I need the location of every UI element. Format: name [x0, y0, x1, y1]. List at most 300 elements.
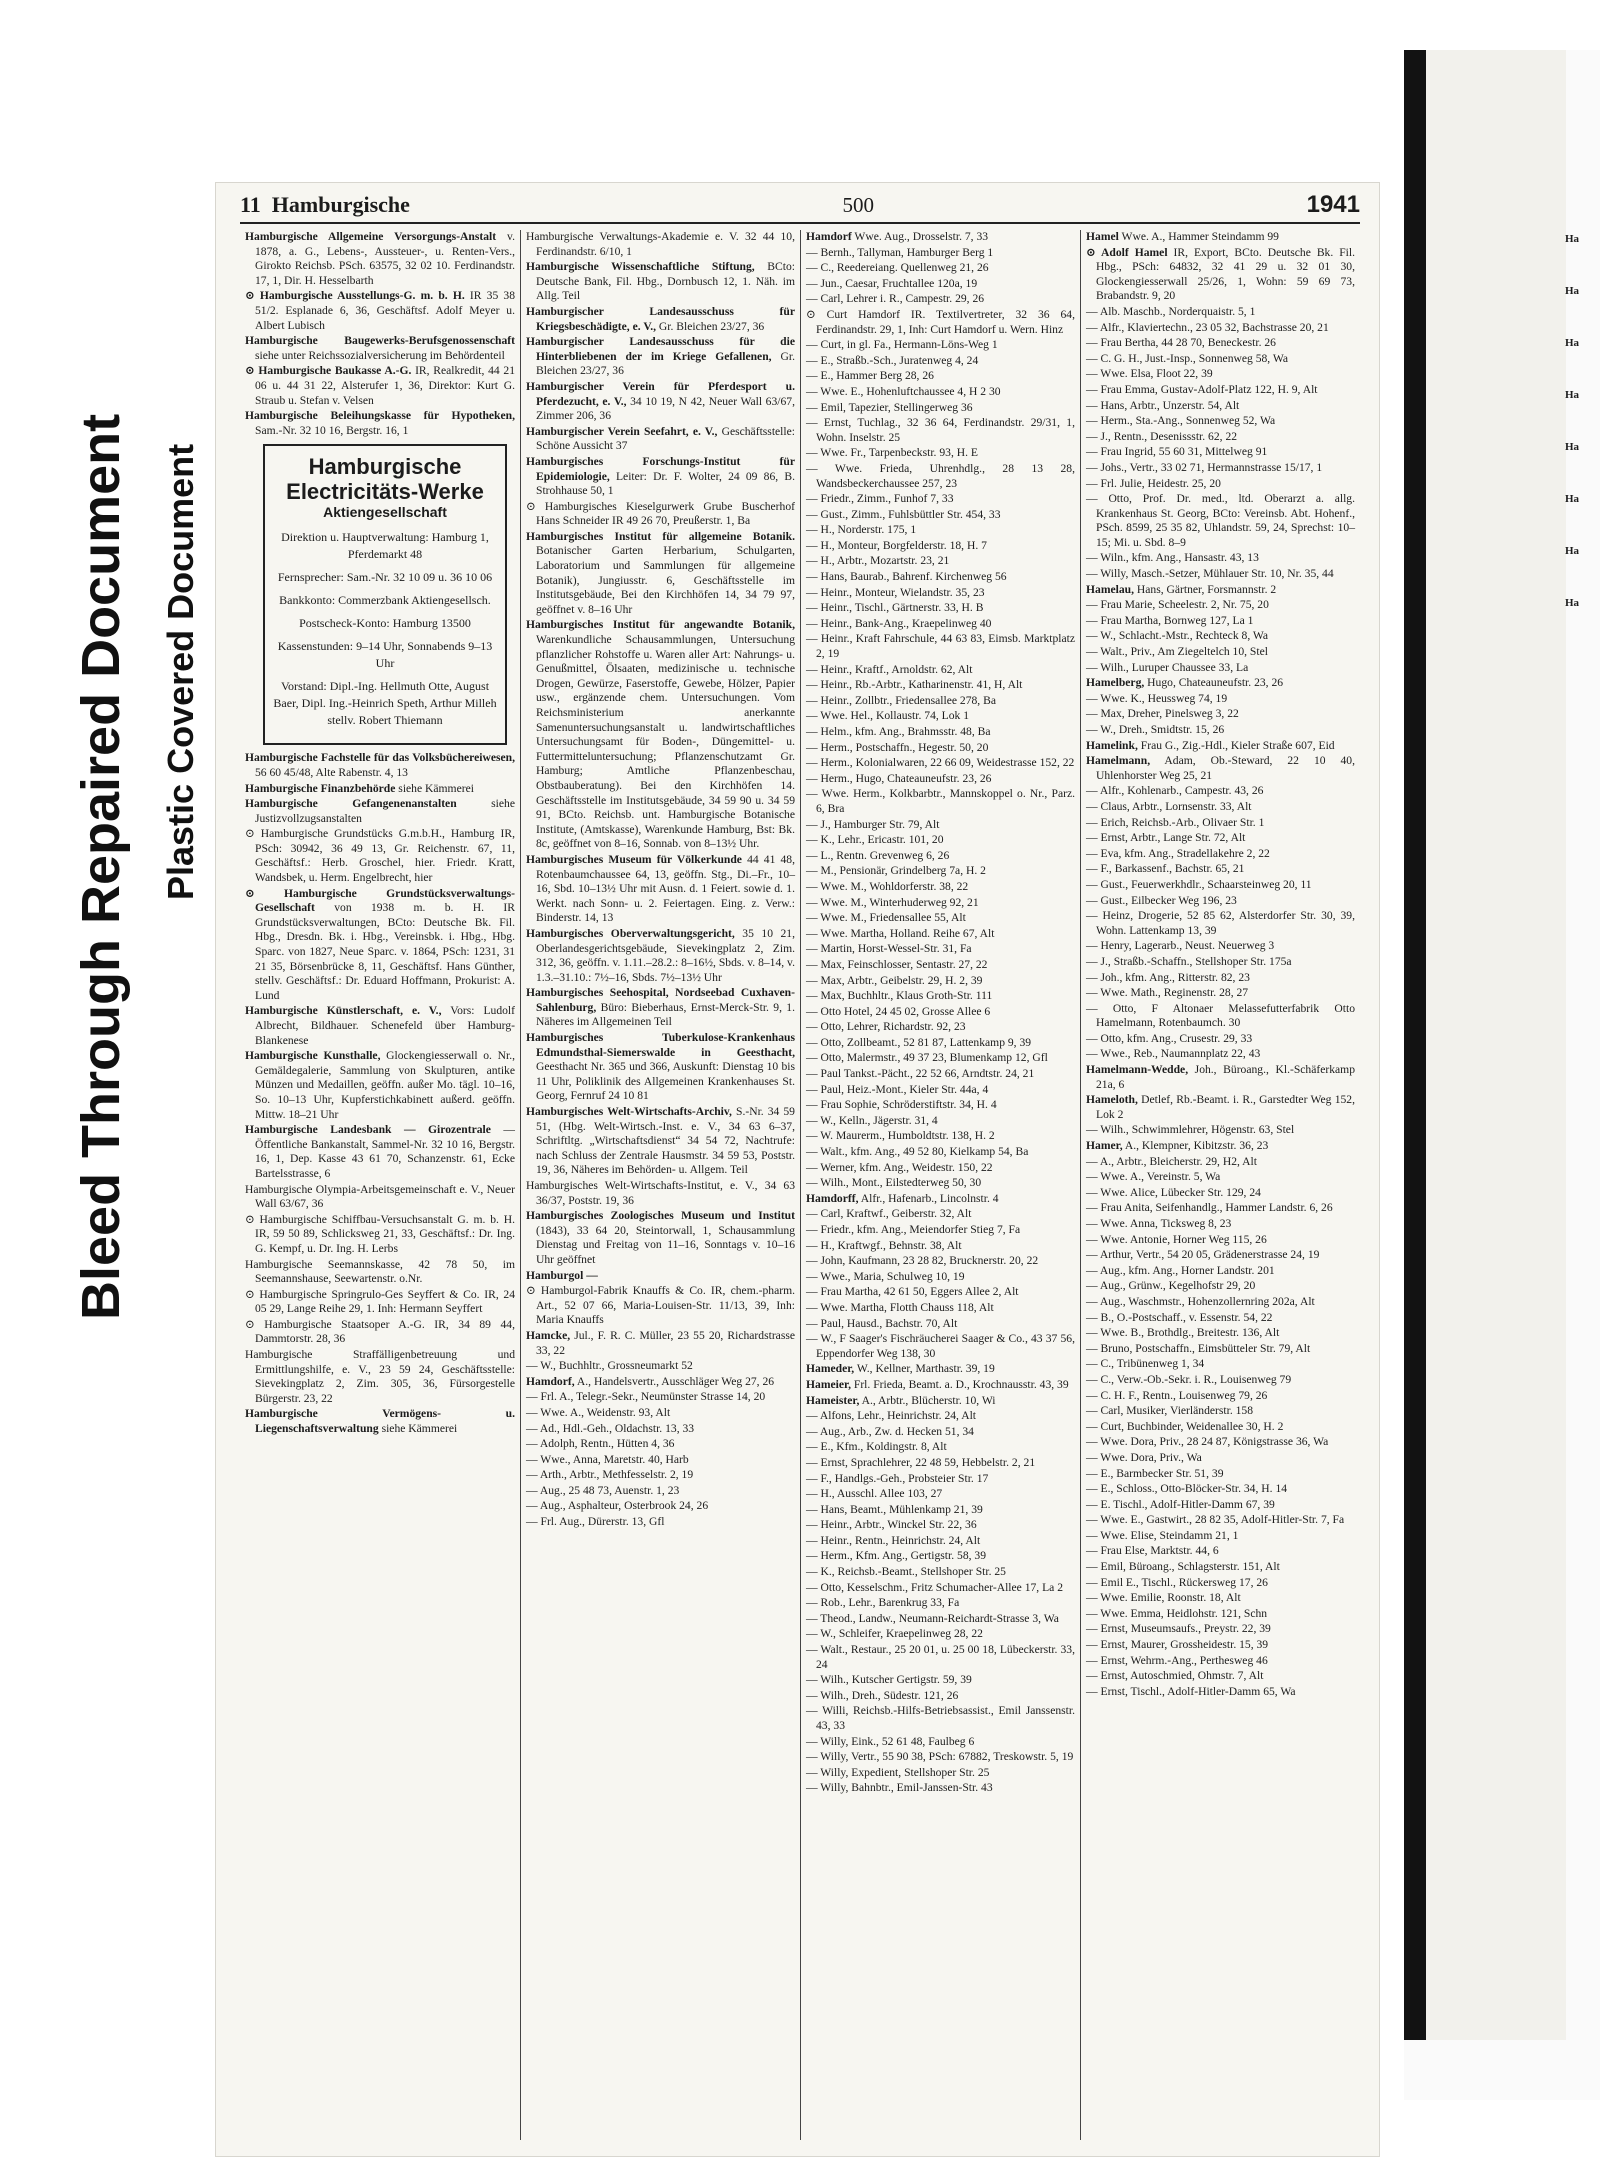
directory-entry: [806, 1301, 1075, 1316]
scanned-page: [215, 182, 1380, 2157]
entry-text: — Gust., Eilbecker Weg 196, 23: [1086, 893, 1237, 907]
directory-entry: [526, 1209, 795, 1267]
directory-entry: [1086, 739, 1355, 754]
directory-entry: [806, 741, 1075, 756]
directory-entry: [1086, 1404, 1355, 1419]
directory-entry: [806, 1735, 1075, 1750]
entry-text: — Walt., kfm. Ang., 49 52 80, Kielkamp 54, Ba: [806, 1145, 1029, 1159]
directory-entry: [806, 849, 1075, 864]
directory-entry: [1086, 1170, 1355, 1185]
entry-text: — Carl, Musiker, Vierländerstr. 158: [1086, 1404, 1254, 1418]
entry-text: — Willy, Eink., 52 61 48, Faulbeg 6: [806, 1734, 975, 1748]
directory-entry: [806, 1781, 1075, 1796]
entry-text: (1843), 33 64 20, Steintorwall, 1, Schausammlung Dienstag und Freitag von 11–16, Sonntags v. 10–16 Uhr geöffnet: [536, 1223, 795, 1266]
page-number: 500: [842, 192, 875, 217]
binding-shadow: [1404, 50, 1426, 2040]
entry-text: Wwe. A., Hammer Steindamm 99: [1118, 230, 1279, 243]
directory-entry: [1086, 414, 1355, 429]
entry-text: A., Handelsvertr., Ausschläger Weg 27, 26: [574, 1374, 775, 1388]
entry-text: — Bernh., Tallyman, Hamburger Berg 1: [806, 245, 994, 259]
entry-text: — Paul Tankst.-Pächt., 22 52 66, Arndtstr. 24, 21: [806, 1067, 1035, 1081]
directory-entry: [1086, 1451, 1355, 1466]
entry-text: — Werner, kfm. Ang., Weidestr. 150, 22: [806, 1160, 993, 1174]
directory-entry: [1086, 986, 1355, 1001]
entry-text: — W. Maurerm., Humboldtstr. 138, H. 2: [806, 1129, 995, 1143]
entry-text: — Wwe. M., Winterhuderweg 92, 21: [806, 895, 979, 909]
directory-entry: [806, 1239, 1075, 1254]
directory-entry: [245, 289, 515, 333]
entry-text: — H., Ausschl. Allee 103, 27: [806, 1487, 943, 1501]
directory-column-1: [240, 230, 520, 2140]
directory-entry: [526, 1422, 795, 1437]
directory-entry: [1086, 1513, 1355, 1528]
directory-entry: [806, 880, 1075, 895]
entry-text: — Wwe. Alice, Lübecker Str. 129, 24: [1086, 1185, 1261, 1199]
entry-text: — Max, Buchhltr., Klaus Groth-Str. 111: [806, 989, 993, 1003]
entry-text: — Max, Dreher, Pinelsweg 3, 22: [1086, 707, 1239, 721]
page-header: [240, 188, 1360, 224]
entry-text: v. 1878, a. G., Lebens-, Aussteuer-, u. Renten-Vers., Girokto Reichsb. PSch. 63575, 32 02 10. Ferdinandstr. 17, 1, Dir. H. Hesselbarth: [255, 230, 515, 287]
directory-entry: [245, 364, 515, 408]
entry-text: — Aug., Asphalteur, Osterbrook 24, 26: [526, 1499, 709, 1513]
entry-text: — Wwe. A., Weidenstr. 93, Alt: [526, 1405, 671, 1419]
entry-text: — F., Barkassenf., Bachstr. 65, 21: [1086, 862, 1245, 876]
directory-entry: [806, 1114, 1075, 1129]
directory-entry: [806, 1005, 1075, 1020]
entry-text: — Curt, in gl. Fa., Hermann-Löns-Weg 1: [806, 338, 998, 352]
entry-text: — Frau Bertha, 44 28 70, Beneckestr. 26: [1086, 336, 1276, 350]
directory-entry: [245, 887, 515, 1004]
entry-text: — Herm., Hugo, Chateauneufstr. 23, 26: [806, 771, 992, 785]
entry-text: — Henry, Lagerarb., Neust. Neuerweg 3: [1086, 939, 1275, 953]
entry-text: — Hans, Beamt., Mühlenkamp 21, 39: [806, 1502, 983, 1516]
entry-text: — W., Schleifer, Kraepelinweg 28, 22: [806, 1627, 983, 1641]
entry-text: — Ernst, Tuchlag., 32 36 64, Ferdinandstr. 29/31, 1, Wohn. Inselstr. 25: [806, 416, 1075, 444]
advert-title: Hamburgische Electricitäts-Werke: [286, 454, 484, 505]
entry-name: Hamdorff,: [806, 1191, 859, 1205]
entry-text: — Claus, Arbtr., Lornsenstr. 33, Alt: [1086, 799, 1252, 813]
directory-entry: [806, 277, 1075, 292]
directory-entry: [1086, 1123, 1355, 1138]
entry-text: — Arthur, Vertr., 54 20 05, Grädenerstrasse 24, 19: [1086, 1248, 1320, 1262]
entry-text: — Gust., Zimm., Fuhlsbüttler Str. 454, 33: [806, 507, 1001, 521]
entry-text: — Wwe. A., Vereinstr. 5, Wa: [1086, 1170, 1221, 1184]
entry-text: — E., Straßb.-Sch., Juratenweg 4, 24: [806, 353, 979, 367]
entry-text: — F., Handlgs.-Geh., Probsteier Str. 17: [806, 1471, 989, 1485]
directory-entry: [1086, 1607, 1355, 1622]
directory-entry: [806, 292, 1075, 307]
entry-name: Hamdorf: [806, 230, 852, 243]
advert-line: Vorstand: Dipl.-Ing. Hellmuth Otte, August Baer, Dipl. Ing.-Heinrich Speth, Arthur Milleh stellv. Robert Thiemann: [273, 679, 497, 728]
directory-entry: [806, 617, 1075, 632]
entry-text: — C., Tribünenweg 1, 34: [1086, 1357, 1205, 1371]
directory-entry: [1086, 445, 1355, 460]
entry-text: IR 35 38 51/2. Esplanade 6, 36, Geschäftsf. Adolf Meyer u. Albert Lubisch: [255, 289, 515, 332]
directory-entry: [806, 1487, 1075, 1502]
entry-text: — Ernst, Tischl., Adolf-Hitler-Damm 65, Wa: [1086, 1684, 1296, 1698]
directory-entry: [245, 1258, 515, 1287]
directory-entry: [806, 1673, 1075, 1688]
entry-text: Vors: Ludolf Albrecht, Bildhauer. Schenefeld über Hamburg-Blankenese: [255, 1004, 516, 1047]
directory-entry: [1086, 909, 1355, 938]
directory-entry: [1086, 1654, 1355, 1669]
entry-name: Hamburgisches Welt-Wirtschafts-Archiv,: [526, 1105, 732, 1119]
directory-entry: [1086, 583, 1355, 598]
directory-entry: [1086, 367, 1355, 382]
entry-text: — E., Hammer Berg 28, 26: [806, 369, 934, 383]
entry-text: — Wwe., Anna, Maretstr. 40, Harb: [526, 1452, 689, 1466]
entry-text: Hamburgische Verwaltungs-Akademie e. V. 32 44 10, Ferdinandstr. 6/10, 1: [526, 230, 795, 258]
entry-text: — C. G. H., Just.-Insp., Sonnenweg 58, Wa: [1086, 351, 1289, 365]
directory-entry: [806, 1285, 1075, 1300]
entry-text: — Ernst, Arbtr., Lange Str. 72, Alt: [1086, 831, 1246, 845]
edge-label: Ha: [1565, 597, 1580, 609]
entry-text: — Heinr., Bank-Ang., Kraepelinweg 40: [806, 616, 992, 630]
directory-entry: [1086, 1032, 1355, 1047]
directory-entry: [1086, 707, 1355, 722]
directory-entry: [1086, 1685, 1355, 1700]
directory-entry: [1086, 1248, 1355, 1263]
directory-entry: [806, 1207, 1075, 1222]
entry-text: — W., Kelln., Jägerstr. 31, 4: [806, 1113, 938, 1127]
directory-entry: [1086, 1201, 1355, 1216]
directory-entry: [806, 446, 1075, 461]
entry-text: — Frl. Julie, Heidestr. 25, 20: [1086, 476, 1221, 490]
advert-line: Bankkonto: Commerzbank Aktiengesellsch.: [279, 593, 491, 608]
directory-entry: [1086, 1311, 1355, 1326]
entry-name: Hameister,: [806, 1393, 860, 1407]
directory-entry: [806, 787, 1075, 816]
entry-text: — Wwe. Elise, Steindamm 21, 1: [1086, 1528, 1239, 1542]
directory-entry: [1086, 1373, 1355, 1388]
entry-text: — Ernst, Wehrm.-Ang., Perthesweg 46: [1086, 1653, 1268, 1667]
directory-entry: [245, 1348, 515, 1406]
directory-entry: [806, 864, 1075, 879]
directory-entry: [526, 1269, 795, 1284]
directory-entry: [806, 369, 1075, 384]
directory-entry: [806, 1549, 1075, 1564]
entry-text: A., Klempner, Kibitzstr. 36, 23: [1122, 1139, 1269, 1153]
entry-text: — Friedr., Zimm., Funhof 7, 33: [806, 492, 954, 506]
entry-text: — Frau Martha, 42 61 50, Eggers Allee 2, Alt: [806, 1285, 1019, 1299]
entry-text: — Wwe. Herm., Kolkbarbtr., Mannskoppel o. Nr., Parz. 6, Bra: [806, 787, 1075, 815]
entry-text: — Frau Marie, Scheelestr. 2, Nr. 75, 20: [1086, 598, 1269, 612]
entry-text: — Heinr., Kraft Fahrschule, 44 63 83, Eimsb. Marktplatz 2, 19: [806, 632, 1075, 661]
directory-entry: [1086, 1295, 1355, 1310]
entry-text: — Rob., Lehr., Barenkrug 33, Fa: [806, 1596, 960, 1610]
directory-entry: [526, 260, 795, 304]
entry-name: Hamburgische Baugewerks-Berufsgenossenschaft: [245, 334, 515, 348]
directory-entry: [1086, 352, 1355, 367]
entry-name: Hamburgisches Zoologisches Museum und Institut: [526, 1209, 795, 1223]
directory-entry: [1086, 1093, 1355, 1122]
directory-entry: [1086, 1264, 1355, 1279]
directory-entry: [526, 1105, 795, 1178]
entry-text: Büro: Bieberhaus, Ernst-Merck-Str. 9, 1. Näheres im Allgemeinen Teil: [536, 1000, 795, 1029]
directory-entry: [1086, 723, 1355, 738]
entry-text: — J., Hamburger Str. 79, Alt: [806, 817, 940, 831]
directory-entry: [806, 1643, 1075, 1672]
directory-entry: [526, 455, 795, 499]
entry-text: — Walt., Restaur., 25 20 01, u. 25 00 18, Lübeckerstr. 33, 24: [806, 1643, 1075, 1671]
directory-entry: [806, 927, 1075, 942]
directory-entry: [1086, 321, 1355, 336]
directory-entry: [1086, 692, 1355, 707]
directory-entry: [806, 338, 1075, 353]
entry-name: Hamelau,: [1086, 582, 1134, 596]
directory-entry: [806, 772, 1075, 787]
entry-name: Hamburgisches Institut für allgemeine Botanik.: [526, 529, 795, 543]
edge-label: Ha: [1565, 233, 1580, 245]
entry-text: — L., Rentn. Grevenweg 6, 26: [806, 848, 950, 862]
directory-entry: [806, 1378, 1075, 1393]
directory-entry: [806, 1176, 1075, 1191]
entry-text: — K., Reichsb.-Beamt., Stellshoper Str. 25: [806, 1565, 1006, 1579]
entry-text: — Wwe. M., Friedensallee 55, Alt: [806, 911, 966, 925]
directory-entry: [806, 725, 1075, 740]
entry-text: ⊙ Hamburgische Staatsoper A.-G. IR, 34 89 44, Dammtorstr. 28, 36: [245, 1317, 515, 1346]
entry-name: ⊙ Hamburgische Baukasse A.-G.: [245, 364, 412, 378]
entry-text: — Otto, Prof. Dr. med., ltd. Oberarzt a. allg. Krankenhaus St. Georg, BCto: Vereinsb. Abt. Hohenf., PSch. 8599, 25 35 82, Uhlandstr. 59, 24, Sprechst: 10–15; Mi. u. Sbd. 8–9: [1086, 492, 1355, 549]
advert-subtitle: Aktiengesellschaft: [323, 504, 447, 521]
directory-entry: [806, 1534, 1075, 1549]
directory-entry: [1086, 939, 1355, 954]
entry-text: Geschäftsstelle: Schöne Aussicht 37: [536, 424, 795, 453]
directory-entry: [1086, 1560, 1355, 1575]
directory-entry: [245, 1123, 515, 1181]
entry-text: ⊙ Hamburgische Grundstücks G.m.b.H., Hamburg IR, PSch: 30942, 36 49 13, Gr. Reichenstr. 67, 11, Geschäftsf.: Herb. Groschel, hier. Friedr. Kratt, Wandsbek, u. Herm. Engelbrecht, hier: [245, 827, 515, 885]
entry-text: — Heinz, Drogerie, 52 85 62, Alsterdorfer Str. 30, 39, Wohn. Lattenkamp 13, 39: [1086, 909, 1355, 937]
edge-label: Ha: [1565, 441, 1580, 453]
directory-entry: [245, 1183, 515, 1212]
directory-entry: [806, 678, 1075, 693]
entry-text: — C. H. F., Rentn., Louisenweg 79, 26: [1086, 1388, 1268, 1402]
entry-text: — Heinr., Tischl., Gärtnerstr. 33, H. B: [806, 601, 984, 615]
entry-text: — J., Rentn., Desenissstr. 62, 22: [1086, 429, 1238, 443]
directory-entry: [806, 246, 1075, 261]
directory-entry: [526, 1437, 795, 1452]
directory-entry: [806, 1503, 1075, 1518]
entry-text: Hugo, Chateauneufstr. 23, 26: [1144, 676, 1284, 690]
entry-name: Hamelink,: [1086, 738, 1138, 752]
directory-entry: [806, 385, 1075, 400]
directory-entry: [806, 1565, 1075, 1580]
directory-entry: [1086, 800, 1355, 815]
entry-text: Leiter: Dr. F. Wolter, 24 09 86, B. Strohhause 50, 1: [536, 469, 795, 498]
directory-entry: [1086, 784, 1355, 799]
directory-entry: [245, 1004, 515, 1048]
advert-line: Kassenstunden: 9–14 Uhr, Sonnabends 9–13 Uhr: [277, 639, 493, 671]
directory-entry: [806, 911, 1075, 926]
entry-name: Hamburgischer Verein Seefahrt, e. V.,: [526, 424, 718, 438]
bleed-through-label: Bleed Through Repaired Document: [71, 413, 131, 1320]
entry-name: Hamburgisches Forschungs-Institut für Epidemiologie,: [526, 454, 795, 483]
directory-entry: [806, 1098, 1075, 1113]
entry-text: — Wwe. K., Heussweg 74, 19: [1086, 691, 1228, 705]
directory-entry: [1086, 614, 1355, 629]
advert-line: Direktion u. Hauptverwaltung: Hamburg 1, Pferdemarkt 48: [281, 530, 489, 562]
entry-text: — Johs., Vertr., 33 02 71, Hermannstrasse 15/17, 1: [1086, 460, 1323, 474]
entry-text: — Emil, Büroang., Schlagsterstr. 151, Alt: [1086, 1560, 1280, 1574]
entry-text: — Otto, Lehrer, Richardstr. 92, 23: [806, 1020, 966, 1034]
entry-name: Hamburgisches Oberverwaltungsgericht,: [526, 926, 735, 940]
directory-entry: [806, 1192, 1075, 1207]
entry-text: — Heinr., Kraftf., Arnoldstr. 62, Alt: [806, 662, 973, 676]
directory-entry: [806, 462, 1075, 491]
directory-entry: [806, 1472, 1075, 1487]
entry-text: — E. Tischl., Adolf-Hitler-Damm 67, 39: [1086, 1497, 1275, 1511]
directory-entry: [526, 305, 795, 334]
advert-line: Fernsprecher: Sam.-Nr. 32 10 09 u. 36 10 06: [277, 570, 493, 585]
directory-entry: [1086, 492, 1355, 550]
entry-text: 34 10 19, N 42, Neuer Wall 63/67, Zimmer 206, 36: [536, 394, 795, 423]
edge-label: Ha: [1565, 545, 1580, 557]
directory-entry: [806, 586, 1075, 601]
entry-text: — K., Lehr., Ericastr. 101, 20: [806, 833, 944, 847]
directory-entry: [806, 554, 1075, 569]
entry-text: — Willy, Bahnbtr., Emil-Janssen-Str. 43: [806, 1781, 993, 1795]
entry-text: — Wilh., Luruper Chaussee 33, La: [1086, 660, 1249, 674]
entry-text: — Frau Sophie, Schröderstiftstr. 34, H. 4: [806, 1098, 997, 1112]
directory-entry: [806, 308, 1075, 337]
directory-entry: [526, 1468, 795, 1483]
entry-text: — Wwe. Emilie, Roonstr. 18, Alt: [1086, 1591, 1241, 1605]
entry-text: — Wwe., Maria, Schulweg 10, 19: [806, 1269, 965, 1283]
entry-name: Hamburgisches Tuberkulose-Krankenhaus Edmundsthal-Siemerswalde in Geesthacht,: [526, 1031, 795, 1059]
directory-entry: [1086, 894, 1355, 909]
directory-entry: [1086, 1002, 1355, 1031]
directory-entry: [1086, 862, 1355, 877]
entry-name: Hameloth,: [1086, 1093, 1138, 1107]
entry-text: — Frau Else, Marktstr. 44, 6: [1086, 1544, 1219, 1558]
directory-entry: [1086, 831, 1355, 846]
edge-label: Ha: [1565, 389, 1580, 401]
directory-entry: [245, 1049, 515, 1122]
entry-text: Glockengiesserwall o. Nr., Gemäldegalerie, Sammlung von Skulpturen, antike Münzen und Medaillen, geöffn. außer Mo. tägl. 10–16, So. 10–13 Uhr, Kupferstichkabinett außerd. geöffn. Mittw. 18–21 Uhr: [255, 1049, 516, 1121]
entry-text: — Alfr., Kohlenarb., Campestr. 43, 26: [1086, 784, 1264, 798]
entry-text: — Arth., Arbtr., Methfesselstr. 2, 19: [526, 1468, 694, 1482]
entry-text: — W., Schlacht.-Mstr., Rechteck 8, Wa: [1086, 629, 1269, 643]
entry-text: — Wwe. Dora, Priv., Wa: [1086, 1450, 1202, 1464]
entry-text: Geesthacht Nr. 365 und 366, Auskunft: Dienstag 10 bis 11 Uhr, Poliklinik des Allgemeinen Krankenhauses St. Georg, Fernruf 24 10 81: [536, 1060, 795, 1103]
entry-text: Botanischer Garten Herbarium, Schulgarten, Laboratorium und Sammlungen für allgemeine Botanik), Jungiusstr. 6, Geschäftsstelle im Institutsgebäude, Bei den Kirchhöfen 14, 34 79 97, geöffnet v. 8–16 Uhr: [536, 544, 795, 616]
entry-text: siehe Justizvollzugsanstalten: [255, 797, 515, 825]
entry-text: — Willy, Masch.-Setzer, Mühlauer Str. 10, Nr. 35, 44: [1086, 567, 1334, 581]
entry-text: — Wilh., Mont., Eilstedterweg 50, 30: [806, 1176, 982, 1190]
directory-entry: [806, 709, 1075, 724]
entry-text: — B., O.-Postschaff., v. Essenstr. 54, 22: [1086, 1310, 1273, 1324]
directory-entry: [806, 1766, 1075, 1781]
entry-text: — Aug., 25 48 73, Auenstr. 1, 23: [526, 1483, 680, 1497]
entry-text: — Helm., kfm. Ang., Brahmsstr. 48, Ba: [806, 725, 991, 738]
directory-entry: [806, 989, 1075, 1004]
entry-text: — Alfr., Klaviertechn., 23 05 32, Bachstrasse 20, 21: [1086, 320, 1329, 334]
directory-entry: [806, 354, 1075, 369]
directory-entry: [806, 1036, 1075, 1051]
entry-name: Hamcke,: [526, 1328, 571, 1342]
directory-entry: [1086, 1591, 1355, 1606]
directory-entry: [526, 1453, 795, 1468]
directory-entry: [806, 1627, 1075, 1642]
directory-entry: [245, 409, 515, 438]
entry-text: Hamburgische Straffälligenbetreuung und Ermittlungshilfe, e. V., 23 59 24, Geschäftsstelle: Sievekingplatz 2, Zim. 305, 36, Fürsorgestelle Bürgerstr. 23, 22: [245, 1348, 515, 1405]
directory-entry: [1086, 1233, 1355, 1248]
directory-entry: [806, 756, 1075, 771]
entry-text: — Wilh., Kutscher Gertigstr. 59, 39: [806, 1673, 972, 1687]
directory-entry: [806, 694, 1075, 709]
directory-entry: [526, 618, 795, 852]
entry-text: — Wwe. Hel., Kollaustr. 74, Lok 1: [806, 709, 970, 723]
directory-entry: [1086, 336, 1355, 351]
entry-text: 56 60 45/48, Alte Rabenstr. 4, 13: [255, 765, 408, 779]
directory-entry: [1086, 1669, 1355, 1684]
entry-text: — Ernst, Autoschmied, Ohmstr. 7, Alt: [1086, 1669, 1264, 1683]
entry-text: ⊙ Curt Hamdorf IR. Textilvertreter, 32 36 64, Ferdinandstr. 29, 1, Inh: Curt Hamdorf u. Wern. Hinz: [806, 307, 1075, 336]
entry-text: — Wwe., Reb., Naumannplatz 22, 43: [1086, 1047, 1261, 1061]
entry-text: — Heinr., Rentn., Heinrichstr. 24, Alt: [806, 1533, 981, 1547]
entry-text: siehe unter Reichssozialversicherung im Behördenteil: [255, 348, 505, 362]
entry-text: ⊙ Hamburgische Schiffbau-Versuchsanstalt G. m. b. H. IR, 59 50 89, Schlicksweg 21, 33, Geschäftsf.: Dr. Ing. G. Kempf, u. Dr. Ing. H. Lerbs: [245, 1212, 515, 1255]
directory-entry: [806, 1750, 1075, 1765]
directory-entry: [806, 1270, 1075, 1285]
entry-name: Hamburgische Landesbank — Girozentrale: [245, 1123, 491, 1137]
directory-entry: [526, 853, 795, 926]
directory-entry: [245, 797, 515, 826]
entry-text: Alfr., Hafenarb., Lincolnstr. 4: [858, 1191, 999, 1205]
directory-entry: [1086, 1622, 1355, 1637]
entry-text: — Alfons, Lehr., Heinrichstr. 24, Alt: [806, 1409, 977, 1423]
entry-text: — Paul, Heiz.-Mont., Kieler Str. 44a, 4: [806, 1082, 989, 1096]
directory-entry: [1086, 661, 1355, 676]
entry-text: — Max, Arbtr., Geibelstr. 29, H. 2, 39: [806, 973, 983, 987]
directory-entry: [526, 1375, 795, 1390]
directory-column-2: [520, 230, 800, 2140]
entry-text: Hamburgisches Welt-Wirtschafts-Institut, e. V., 34 63 36/37, Poststr. 19, 36: [526, 1179, 795, 1207]
directory-entry: [1086, 847, 1355, 862]
entry-name: Hamburgische Fachstelle für das Volksbüchereiwesen,: [245, 751, 515, 765]
entry-name: Hamburgischer Verein für Pferdesport u. Pferdezucht, e. V.,: [526, 379, 795, 408]
directory-entry: [1086, 305, 1355, 320]
entry-name: Hamer,: [1086, 1139, 1123, 1153]
directory-entry: [1086, 1544, 1355, 1559]
entry-name: Hamburgische Wissenschaftliche Stiftung,: [526, 260, 755, 274]
entry-text: — Heinr., Zollbtr., Friedensallee 278, Ba: [806, 693, 996, 707]
entry-name: Hamelmann-Wedde,: [1086, 1063, 1189, 1077]
entry-text: — John, Kaufmann, 23 28 82, Brucknerstr. 20, 22: [806, 1254, 1039, 1268]
entry-text: — Carl, Lehrer i. R., Campestr. 29, 26: [806, 292, 985, 306]
page-no: 11: [240, 192, 261, 217]
entry-text: — Wwe. Dora, Priv., 28 24 87, Königstrasse 36, Wa: [1086, 1435, 1329, 1449]
directory-entry: [1086, 1576, 1355, 1591]
entry-text: Hamburgische Olympia-Arbeitsgemeinschaft e. V., Neuer Wall 63/67, 36: [245, 1182, 515, 1211]
entry-text: Frl. Frieda, Beamt. a. D., Krochnausstr. 43, 39: [850, 1377, 1069, 1391]
directory-entry: [245, 751, 515, 780]
directory-entry: [1086, 629, 1355, 644]
entry-text: A., Arbtr., Blücherstr. 10, Wi: [859, 1393, 996, 1407]
directory-entry: [806, 492, 1075, 507]
entry-text: — Wwe. Anna, Ticksweg 8, 23: [1086, 1217, 1232, 1230]
entry-name: Hamburgische Vermögens- u. Liegenschaftsverwaltung: [245, 1407, 515, 1436]
entry-text: — W., Buchhltr., Grossneumarkt 52: [526, 1359, 693, 1373]
directory-entry: [806, 833, 1075, 848]
entry-text: — Heinr., Rb.-Arbtr., Katharinenstr. 41, H, Alt: [806, 678, 1023, 692]
entry-text: — Willi, Reichsb.-Hilfs-Betriebsassist., Emil Janssenstr. 43, 33: [806, 1704, 1075, 1732]
directory-entry: [245, 334, 515, 363]
entry-text: — Aug., Waschmstr., Hohenzollernring 202a, Alt: [1086, 1294, 1315, 1308]
plastic-covered-label: Plastic Covered Document: [160, 443, 201, 900]
directory-columns: [240, 230, 1360, 2140]
directory-entry: [806, 1083, 1075, 1098]
